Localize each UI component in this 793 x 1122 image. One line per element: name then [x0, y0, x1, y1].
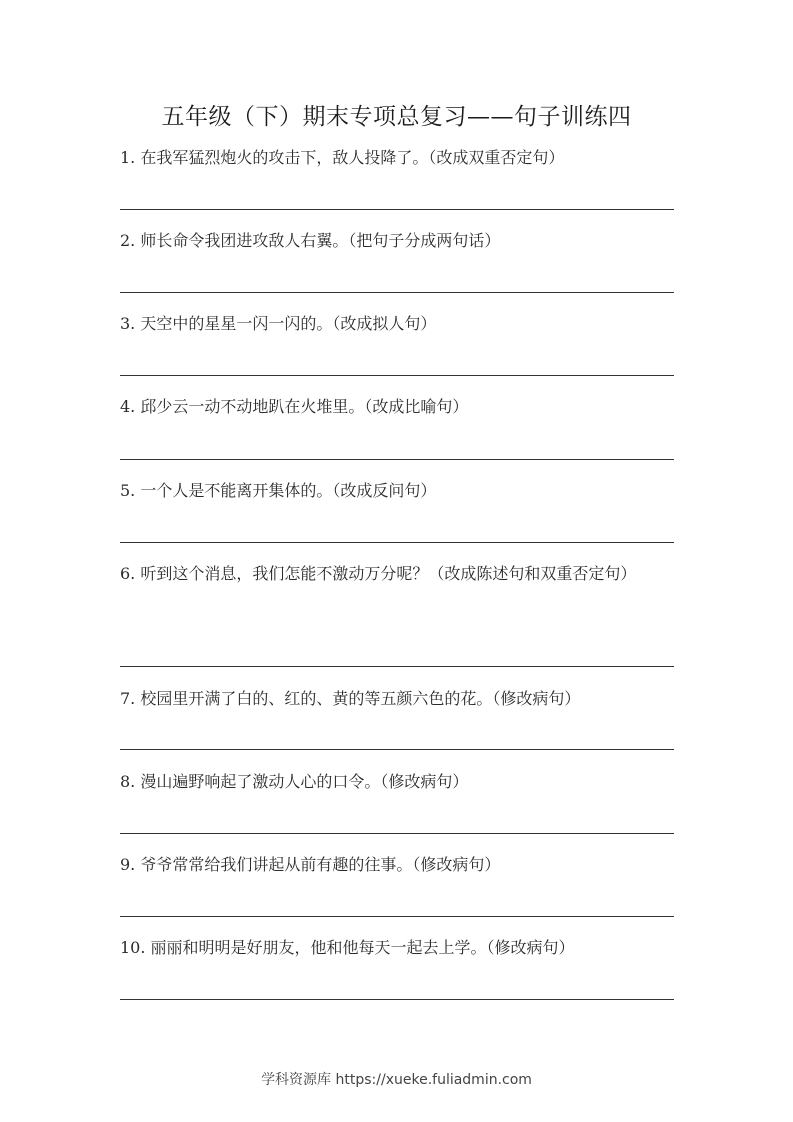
footer-watermark: 学科资源库 https://xueke.fuliadmin.com: [261, 1072, 532, 1088]
page-title: 五年级（下）期末专项总复习——句子训练四: [161, 104, 632, 130]
question-2: 2. 师长命令我团进攻敌人右翼。（把句子分成两句话）: [120, 231, 501, 250]
answer-line-9: [120, 916, 674, 917]
answer-line-5: [120, 542, 674, 543]
answer-line-6: [120, 666, 674, 667]
question-10: 10. 丽丽和明明是好朋友，他和他每天一起去上学。（修改病句）: [120, 938, 575, 957]
answer-line-4: [120, 459, 674, 460]
answer-line-1: [120, 209, 674, 210]
answer-line-10: [120, 999, 674, 1000]
question-5: 5. 一个人是不能离开集体的。（改成反问句）: [120, 481, 437, 500]
answer-line-2: [120, 292, 674, 293]
answer-line-7: [120, 749, 674, 750]
question-3: 3. 天空中的星星一闪一闪的。（改成拟人句）: [120, 314, 437, 333]
question-8: 8. 漫山遍野响起了激动人心的口令。（修改病句）: [120, 772, 469, 791]
answer-line-8: [120, 833, 674, 834]
answer-line-3: [120, 375, 674, 376]
question-9: 9. 爷爷常常给我们讲起从前有趣的往事。（修改病句）: [120, 855, 501, 874]
question-1: 1. 在我军猛烈炮火的攻击下，敌人投降了。（改成双重否定句）: [120, 148, 565, 167]
question-7: 7. 校园里开满了白的、红的、黄的等五颜六色的花。（修改病句）: [120, 689, 581, 708]
question-4: 4. 邱少云一动不动地趴在火堆里。（改成比喻句）: [120, 397, 469, 416]
question-6: 6. 听到这个消息，我们怎能不激动万分呢？（改成陈述句和双重否定句）: [120, 564, 637, 583]
